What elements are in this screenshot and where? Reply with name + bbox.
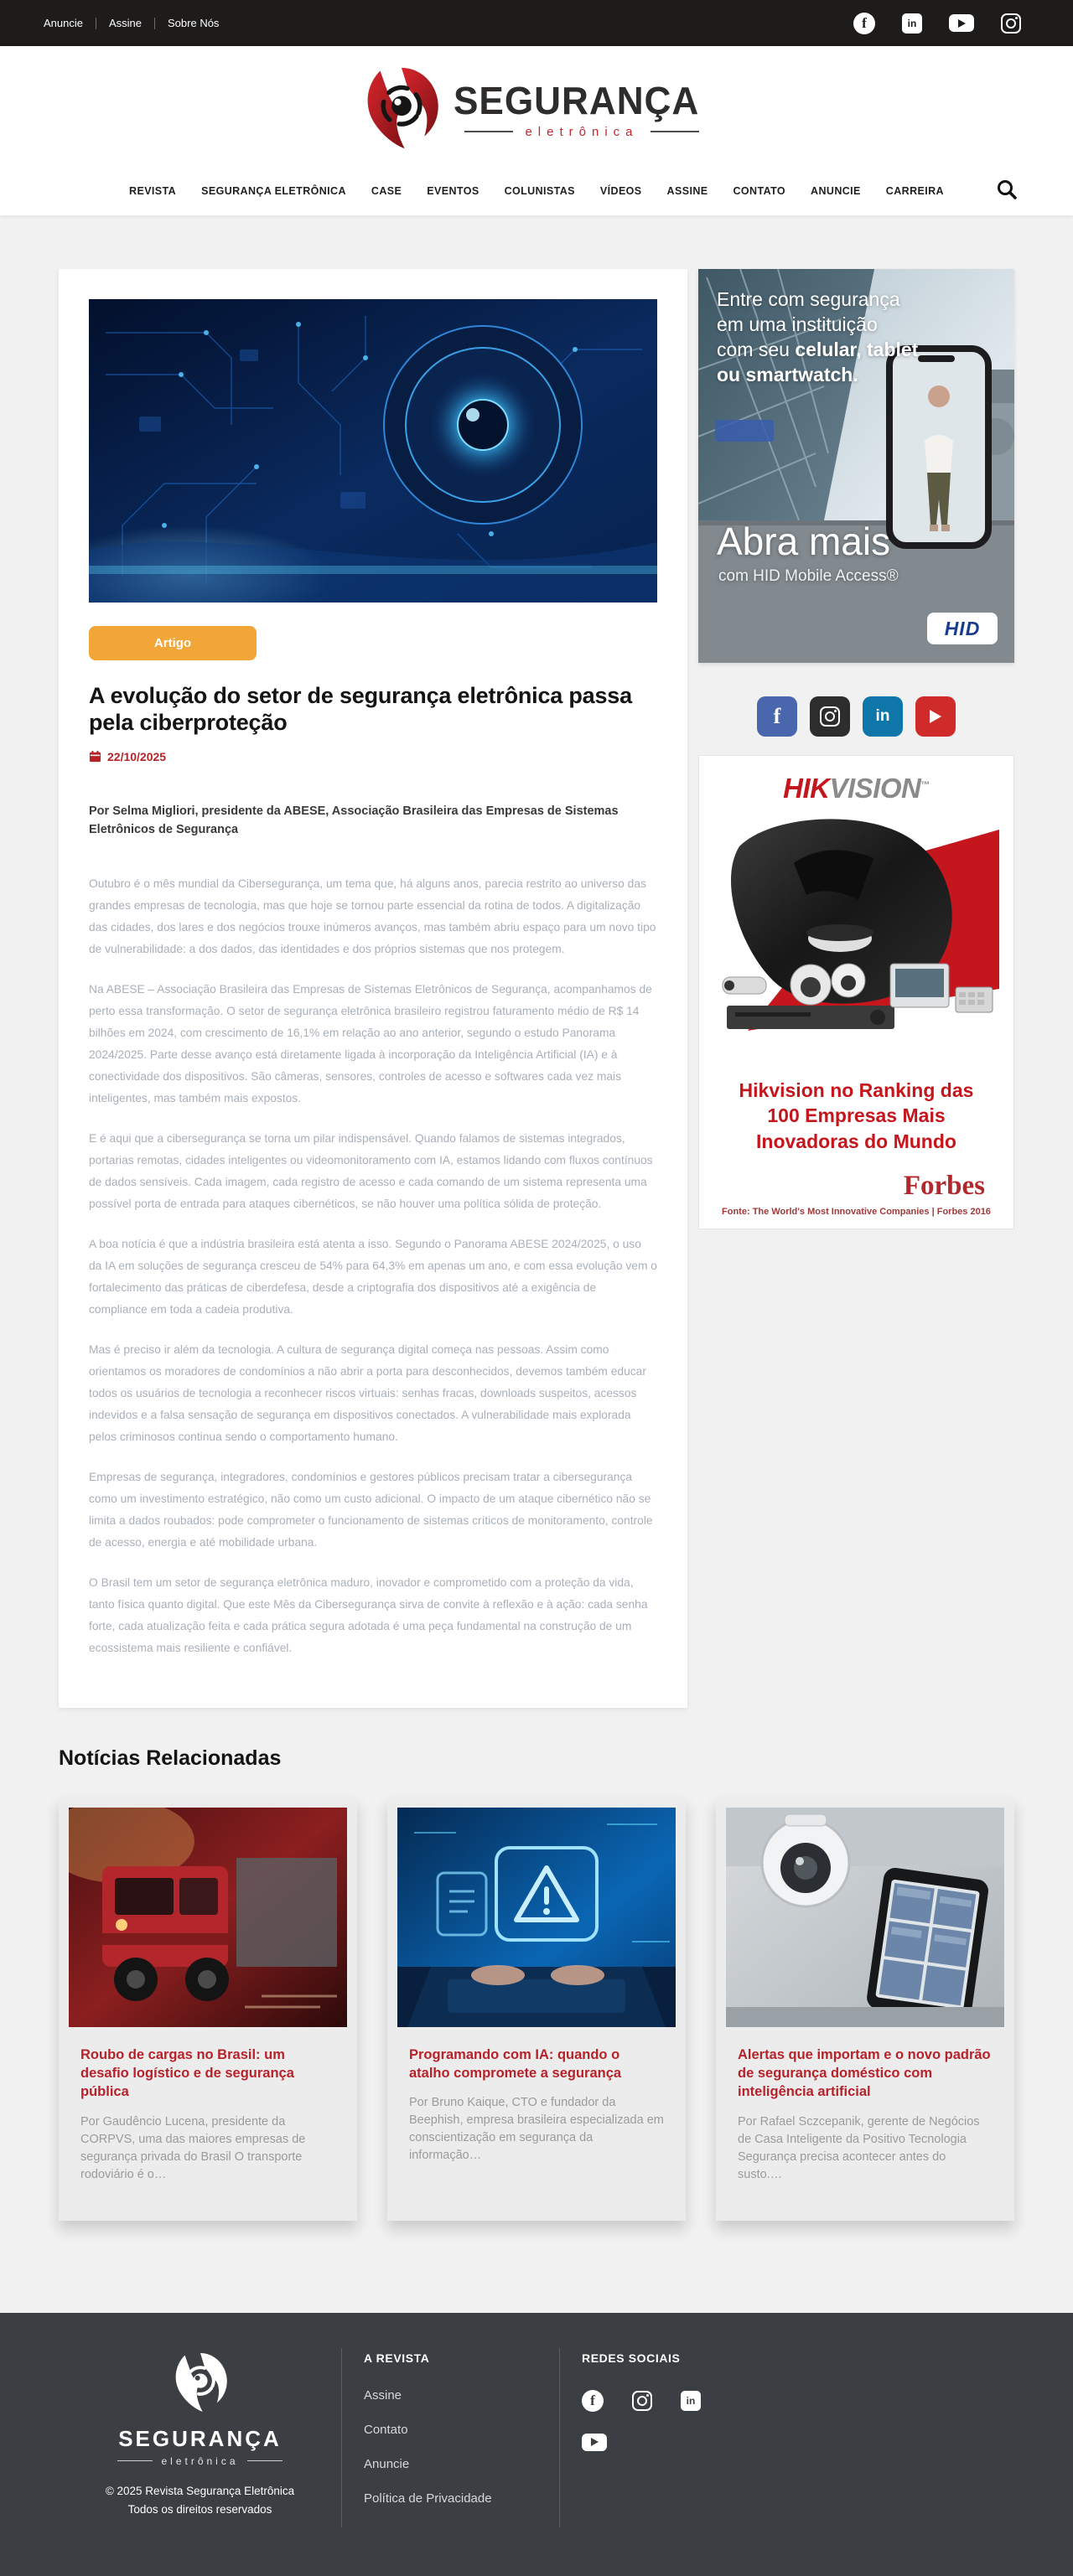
linkedin-icon[interactable] — [863, 696, 903, 737]
hid-ad-big-text: Abra mais — [717, 520, 891, 563]
footer-brand-subtitle: eletrônica — [161, 2454, 239, 2467]
nav-item-seguranca-eletronica[interactable]: SEGURANÇA ELETRÔNICA — [201, 185, 346, 197]
related-card-image-camera-phone — [726, 1808, 1004, 2027]
top-utility-bar — [0, 0, 1073, 46]
hid-mobile-access-ad[interactable] — [698, 269, 1014, 663]
related-card-smart-home-alerts[interactable] — [716, 1798, 1014, 2221]
sidebar — [698, 269, 1014, 1229]
topbar-link-sobre-nos[interactable]: Sobre Nós — [154, 18, 231, 29]
nav-item-colunistas[interactable]: COLUNISTAS — [504, 185, 575, 197]
article-title: A evolução do setor de segurança eletrônica passa pela ciberproteção — [89, 683, 632, 736]
related-card-cargo-theft[interactable] — [59, 1798, 357, 2221]
footer-link-assine[interactable]: Assine — [364, 2387, 402, 2403]
linkedin-icon[interactable] — [681, 2391, 701, 2411]
hikvision-ad-source: Fonte: The World's Most Innovative Companies | Forbes 2016 — [722, 1207, 991, 1218]
footer-social-heading: REDES SOCIAIS — [582, 2351, 681, 2365]
category-badge[interactable]: Artigo — [89, 626, 257, 660]
nav-item-anuncie[interactable]: ANUNCIE — [811, 185, 861, 197]
article-body — [89, 873, 657, 1659]
topbar-links — [44, 18, 231, 29]
nav-item-contato[interactable]: CONTATO — [733, 185, 786, 197]
hid-logo: HID — [927, 613, 998, 644]
hikvision-ad-headline: Hikvision no Ranking das 100 Empresas Mais Inovadoras do Mundo — [739, 1079, 974, 1152]
youtube-icon[interactable] — [582, 2434, 607, 2451]
main-navigation — [0, 167, 1073, 215]
topbar-link-assine[interactable]: Assine — [96, 18, 154, 29]
youtube-icon[interactable] — [949, 14, 974, 32]
linkedin-icon[interactable] — [902, 13, 922, 34]
related-card-title[interactable]: Roubo de cargas no Brasil: um desafio logístico e de segurança pública — [80, 2046, 294, 2100]
article-paragraph: Na ABESE – Associação Brasileira das Empresas de Sistemas Eletrônicos de Segurança, acompanhamos de perto essa transformação. O setor de segurança eletrônica brasileiro registrou faturamento médio de R$ 14 bilhões em 2024, com crescimento de 16,1% em relação ao ano anterior, segundo o estudo Panorama 2024/2025. Parte desse avanço está diretamente ligada à incorporação da Inteligência Artificial (IA) e à conectividade dos dispositivos. São câmeras, sensores, controles de acesso e softwares cada vez mais inteligentes, mas também mais expostos. — [89, 982, 652, 1104]
footer-link-politica-de-privacidade[interactable]: Política de Privacidade — [364, 2491, 492, 2506]
sidebar-social-buttons — [757, 696, 956, 737]
footer-link-anuncie[interactable]: Anuncie — [364, 2456, 410, 2471]
facebook-icon[interactable] — [582, 2390, 604, 2412]
article-date: 22/10/2025 — [107, 749, 167, 763]
main-content — [59, 269, 1014, 1708]
footer-brand-column — [59, 2348, 342, 2528]
nav-item-revista[interactable]: REVISTA — [129, 185, 177, 197]
facebook-icon[interactable] — [757, 696, 797, 737]
search-icon[interactable] — [996, 178, 1018, 204]
calendar-icon — [89, 750, 101, 763]
footer-link-contato[interactable]: Contato — [364, 2422, 408, 2437]
footer-brand-name: SEGURANÇA — [118, 2425, 282, 2451]
article-paragraph: O Brasil tem um setor de segurança eletrônica maduro, inovador e comprometido com a proteção da vida, tanto física quanto digital. Que este Mês da Cibersegurança sirva de convite à reflexão e à ação: cada senha forte, cada atualização feita e cada prática segura adotada é uma peça fundamental na construção de um ecossistema mais resiliente e confiável. — [89, 1575, 648, 1654]
instagram-icon[interactable] — [810, 696, 850, 737]
brand-name: SEGURANÇA — [454, 78, 700, 122]
related-card-excerpt: Por Gaudêncio Lucena, presidente da CORPVS, uma das maiores empresas de segurança privada do Brasil O transporte rodoviário é o… — [80, 2114, 306, 2181]
footer-social-column — [560, 2348, 701, 2528]
footer-revista-heading: A REVISTA — [364, 2351, 430, 2365]
related-news-heading: Notícias Relacionadas — [59, 1746, 282, 1770]
brand-subtitle: eletrônica — [525, 124, 639, 139]
related-card-title[interactable]: Alertas que importam e o novo padrão de segurança doméstico com inteligência artificial — [738, 2046, 991, 2100]
logo-rule-left — [464, 131, 513, 132]
facebook-icon[interactable] — [853, 13, 875, 34]
article-byline: Por Selma Migliori, presidente da ABESE, Associação Brasileira das Empresas de Sistemas Eletrônicos de Segurança — [89, 804, 619, 837]
related-card-image-cyber-warning — [397, 1808, 676, 2027]
nav-item-videos[interactable]: VÍDEOS — [599, 185, 642, 197]
topbar-link-anuncie[interactable]: Anuncie — [44, 16, 83, 29]
footer-brand-shield-eye-icon — [173, 2351, 228, 2413]
article-paragraph: A boa notícia é que a indústria brasileira está atenta a isso. Segundo o Panorama ABESE 2024/2025, o uso da IA em soluções de segurança cresceu de 54% para 64,3% em apenas um ano, e com essa evolução vem o fortalecimento das práticas de ciberdefesa, desde a criptografia dos dispositivos até a exigência de compliance em toda a cadeia produtiva. — [89, 1237, 657, 1316]
nav-item-carreira[interactable]: CARREIRA — [885, 185, 944, 197]
related-news-section — [59, 1746, 1014, 2221]
nav-item-eventos[interactable]: EVENTOS — [427, 185, 479, 197]
nav-item-assine[interactable]: ASSINE — [666, 185, 708, 197]
related-card-title[interactable]: Programando com IA: quando o atalho compromete a segurança — [409, 2046, 622, 2081]
article-paragraph: Mas é preciso ir além da tecnologia. A cultura de segurança digital começa nas pessoas. Assim como orientamos os moradores de condomínios a não abrir a porta para desconhecidos, devemos também educar todos os usuários de tecnologia a reconhecer riscos virtuais: senhas fracas, downloads suspeitos, acessos indevidos e a falsa sensação de segurança em dispositivos conectados. A vulnerabilidade mais explorada pelos criminosos continua sendo o comportamento humano. — [89, 1342, 646, 1443]
site-footer — [0, 2313, 1073, 2576]
topbar-social — [853, 13, 1021, 34]
related-card-ai-coding[interactable] — [387, 1798, 686, 2221]
related-card-image-truck — [69, 1808, 347, 2027]
article-paragraph: Outubro é o mês mundial da Cibersegurança, um tema que, há alguns anos, parecia restrito ao universo das grandes empresas de tecnologia, mas que hoje se tornou parte essencial da rotina de todos. A digitalização das cidades, dos lares e dos negócios trouxe inúmeros avanços, mas também abriu espaço para um novo tipo de vulnerabilidade: a dos dados, das identidades e dos próprios sistemas que nos protegem. — [89, 877, 656, 955]
nav-item-case[interactable]: CASE — [371, 185, 402, 197]
article-date-row — [89, 750, 657, 763]
footer-copyright: © 2025 Revista Segurança Eletrônica Todos os direitos reservados — [105, 2484, 295, 2516]
hid-ad-sub-text: com HID Mobile Access® — [718, 567, 899, 585]
logo-rule-right — [651, 131, 699, 132]
site-logo[interactable] — [0, 66, 1073, 150]
forbes-logo: Forbes — [903, 1171, 985, 1202]
footer-revista-column — [342, 2348, 560, 2528]
hid-ad-headline: Entre com segurança em uma instituição com seu celular, tablet ou smartwatch. — [717, 288, 919, 385]
article-paragraph: E é aqui que a cibersegurança se torna um pilar indispensável. Quando falamos de sistemas integrados, portarias remotas, cidades inteligentes ou videomonitoramento com IA, estamos lidando com fluxos contínuos de dados sensíveis. Cada imagem, cada registro de acesso e cada comando de um sistema representa uma possível porta de entrada para ataques cibernéticos, se não houver uma política sólida de proteção. — [89, 1131, 653, 1210]
brand-shield-eye-icon — [363, 66, 440, 150]
hikvision-logo: HIKVISION™ — [783, 773, 930, 804]
instagram-icon[interactable] — [1001, 13, 1021, 34]
instagram-icon[interactable] — [632, 2391, 652, 2411]
related-card-excerpt: Por Bruno Kaique, CTO e fundador da Beephish, empresa brasileira especializada em conscientização em segurança da informação… — [409, 2096, 664, 2163]
youtube-icon[interactable] — [915, 696, 956, 737]
related-card-excerpt: Por Rafael Sczcepanik, gerente de Negócios de Casa Inteligente da Positivo Tecnologia Segurança precisa acontecer antes do susto.… — [738, 2114, 980, 2181]
site-header — [0, 46, 1073, 215]
hikvision-ad-image — [714, 813, 999, 1064]
hikvision-forbes-ad[interactable] — [698, 755, 1014, 1229]
article-paragraph: Empresas de segurança, integradores, condomínios e gestores públicos precisam tratar a cibersegurança como um investimento estratégico, não como um custo adicional. O impacto de um ataque cibernético não se limita a dados roubados: pode comprometer o funcionamento de sistemas críticos de monitoramento, controle de acesso, energia e até mobilidade urbana. — [89, 1470, 653, 1549]
article-card — [59, 269, 687, 1708]
article-hero-image — [89, 299, 657, 603]
